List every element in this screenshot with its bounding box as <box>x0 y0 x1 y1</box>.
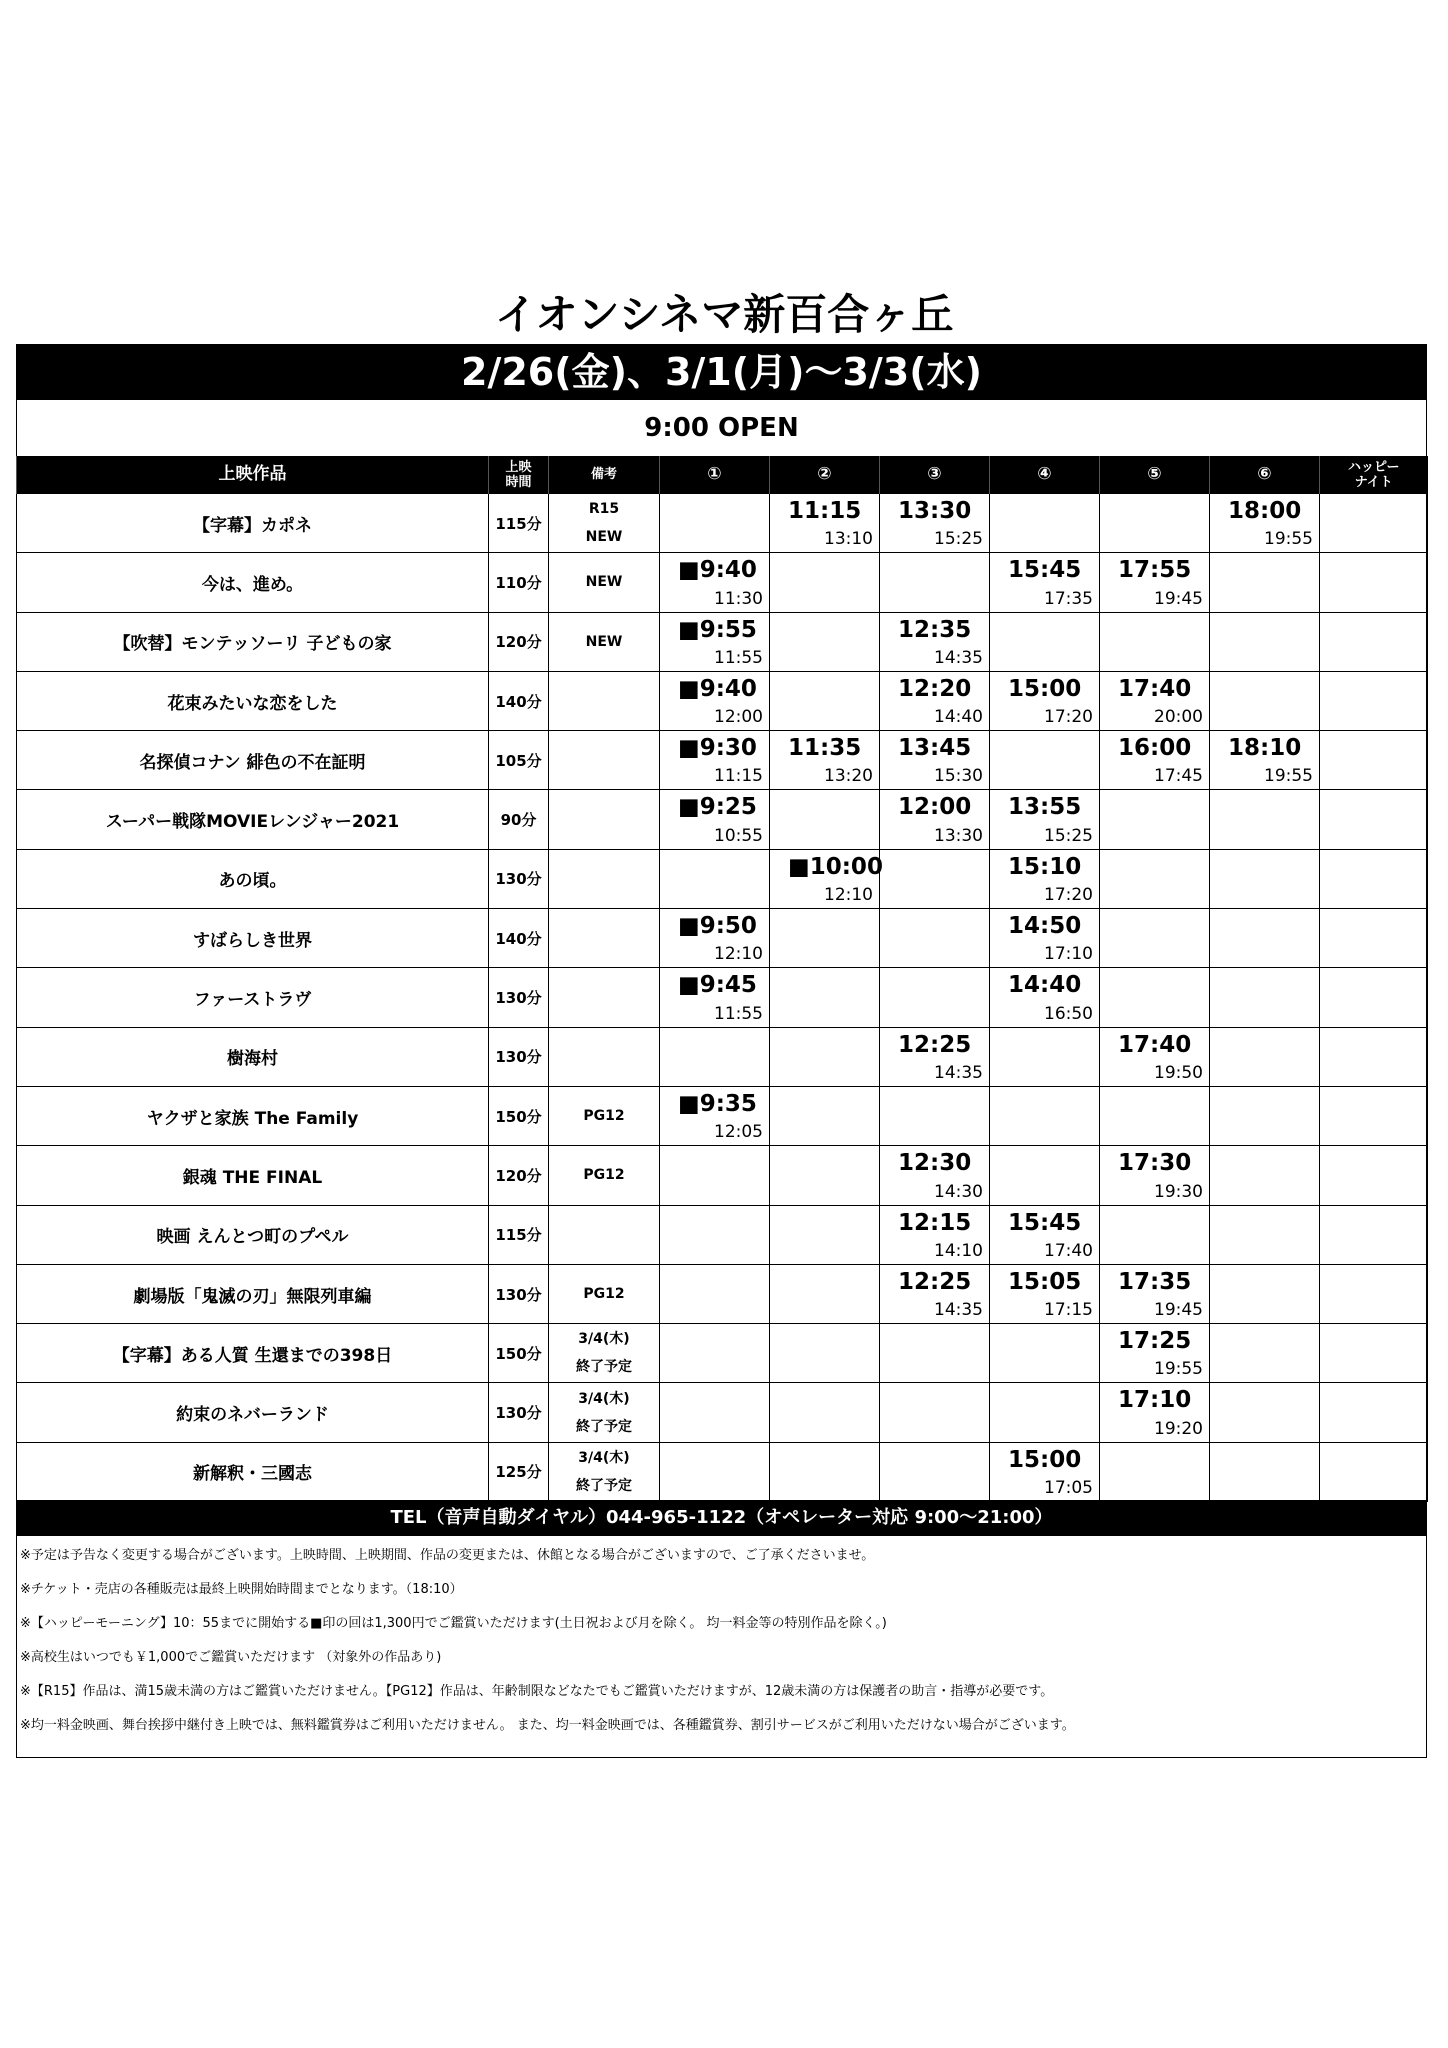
end-time: 14:30 <box>934 1181 983 1202</box>
end-time: 17:15 <box>1044 1300 1093 1321</box>
film-row <box>17 968 1428 1027</box>
showtime-cell-5 <box>1100 553 1210 612</box>
film-row <box>17 1442 1428 1501</box>
happy-night-cell <box>1320 1264 1428 1323</box>
showtime-cell-3 <box>880 612 990 671</box>
showtime-cell-2 <box>770 1086 880 1145</box>
showtime-cell-4 <box>990 1146 1100 1205</box>
film-title: 【吹替】モンテッソーリ 子どもの家 <box>17 612 489 671</box>
happy-night-cell <box>1320 612 1428 671</box>
showtime-cell-6 <box>1210 1086 1320 1145</box>
start-time: ■9:35 <box>678 1090 757 1117</box>
end-time: 12:00 <box>714 707 763 728</box>
showtime-cell-1 <box>660 553 770 612</box>
film-title: 樹海村 <box>17 1027 489 1086</box>
header-film: 上映作品 <box>17 456 489 494</box>
happy-night-cell <box>1320 790 1428 849</box>
showtime-cell-6 <box>1210 909 1320 968</box>
start-time: 12:20 <box>898 675 972 702</box>
start-time: ■9:40 <box>678 557 757 584</box>
showtime-cell-1 <box>660 1442 770 1501</box>
happy-night-cell <box>1320 909 1428 968</box>
showtime-cell-6 <box>1210 1324 1320 1383</box>
film-duration: 150分 <box>489 1086 549 1145</box>
happy-night-cell <box>1320 1442 1428 1501</box>
showtime-cell-2 <box>770 1027 880 1086</box>
film-note <box>549 790 660 849</box>
start-time: 13:30 <box>898 498 972 524</box>
showtime-cell-3 <box>880 1324 990 1383</box>
end-time: 11:30 <box>714 588 763 609</box>
showtime-cell-2 <box>770 671 880 730</box>
showtime-cell-3 <box>880 553 990 612</box>
showtime-cell-5 <box>1100 1383 1210 1442</box>
film-note: 3/4(木) 終了予定 <box>549 1324 660 1383</box>
showtime-cell-3 <box>880 494 990 553</box>
showtime-cell-5 <box>1100 612 1210 671</box>
end-time: 15:30 <box>934 766 983 787</box>
showtime-cell-3 <box>880 1383 990 1442</box>
showtime-cell-1 <box>660 731 770 790</box>
showtime-cell-3 <box>880 790 990 849</box>
film-title: 約束のネバーランド <box>17 1383 489 1442</box>
film-duration: 125分 <box>489 1442 549 1501</box>
start-time: 12:25 <box>898 1268 972 1295</box>
end-time: 13:10 <box>824 529 873 550</box>
start-time: 14:40 <box>1008 972 1082 999</box>
film-title: 【字幕】カポネ <box>17 494 489 553</box>
end-time: 17:20 <box>1044 707 1093 728</box>
header-slot-6: ⑥ <box>1210 456 1320 494</box>
start-time: 12:15 <box>898 1209 972 1236</box>
film-note <box>549 909 660 968</box>
film-duration: 130分 <box>489 968 549 1027</box>
header-slot-3: ③ <box>880 456 990 494</box>
end-time: 14:10 <box>934 1240 983 1261</box>
showtime-cell-2 <box>770 553 880 612</box>
header-slot-5: ⑤ <box>1100 456 1210 494</box>
header-happy-night: ハッピー ナイト <box>1320 456 1428 494</box>
showtime-cell-3 <box>880 1442 990 1501</box>
end-time: 10:55 <box>714 825 763 846</box>
header-slot-4: ④ <box>990 456 1100 494</box>
start-time: 17:10 <box>1118 1387 1192 1414</box>
showtime-cell-1 <box>660 1324 770 1383</box>
end-time: 17:35 <box>1044 588 1093 609</box>
start-time: 17:25 <box>1118 1328 1192 1355</box>
start-time: ■9:30 <box>678 735 757 762</box>
showtime-cell-5 <box>1100 1324 1210 1383</box>
start-time: 12:30 <box>898 1150 972 1177</box>
showtime-cell-3 <box>880 849 990 908</box>
start-time: 15:05 <box>1008 1268 1082 1295</box>
film-row <box>17 790 1428 849</box>
note-line: ※均一料金映画、舞台挨拶中継付き上映では、無料鑑賞券はご利用いただけません。 また、均一料金映画では、各種鑑賞券、割引サービスがご利用いただけない場合がございます。 <box>20 1718 1075 1733</box>
film-note: PG12 <box>549 1264 660 1323</box>
header-row <box>17 456 1428 494</box>
film-row <box>17 1383 1428 1442</box>
end-time: 17:20 <box>1044 885 1093 906</box>
film-duration: 115分 <box>489 494 549 553</box>
film-duration: 130分 <box>489 1264 549 1323</box>
showtime-cell-5 <box>1100 1086 1210 1145</box>
showtime-cell-2 <box>770 1442 880 1501</box>
film-row <box>17 849 1428 908</box>
schedule-table <box>16 456 1428 1502</box>
showtime-cell-5 <box>1100 1442 1210 1501</box>
end-time: 14:35 <box>934 1300 983 1321</box>
start-time: ■9:40 <box>678 675 757 702</box>
showtime-cell-4 <box>990 671 1100 730</box>
showtime-cell-3 <box>880 671 990 730</box>
showtime-cell-2 <box>770 1324 880 1383</box>
end-time: 11:15 <box>714 766 763 787</box>
start-time: 15:00 <box>1008 1446 1082 1473</box>
showtime-cell-1 <box>660 909 770 968</box>
showtime-cell-4 <box>990 1442 1100 1501</box>
film-title: 映画 えんとつ町のプペル <box>17 1205 489 1264</box>
showtime-cell-5 <box>1100 790 1210 849</box>
start-time: 15:45 <box>1008 557 1082 584</box>
showtime-cell-4 <box>990 1383 1100 1442</box>
showtime-cell-5 <box>1100 968 1210 1027</box>
film-row <box>17 671 1428 730</box>
film-note <box>549 968 660 1027</box>
header-slot-1: ① <box>660 456 770 494</box>
film-row <box>17 1027 1428 1086</box>
showtime-cell-1 <box>660 790 770 849</box>
film-note: 3/4(木) 終了予定 <box>549 1442 660 1501</box>
happy-night-cell <box>1320 553 1428 612</box>
start-time: ■9:45 <box>678 972 757 999</box>
showtime-cell-4 <box>990 553 1100 612</box>
start-time: 18:10 <box>1228 735 1302 762</box>
showtime-cell-5 <box>1100 849 1210 908</box>
end-time: 14:40 <box>934 707 983 728</box>
happy-night-cell <box>1320 968 1428 1027</box>
showtime-cell-1 <box>660 1146 770 1205</box>
end-time: 12:10 <box>824 885 873 906</box>
page-title: イオンシネマ新百合ヶ丘 <box>494 290 954 339</box>
showtime-cell-5 <box>1100 1146 1210 1205</box>
start-time: 17:40 <box>1118 675 1192 702</box>
showtime-cell-3 <box>880 968 990 1027</box>
start-time: 17:35 <box>1118 1268 1192 1295</box>
end-time: 19:55 <box>1264 766 1313 787</box>
end-time: 19:50 <box>1154 1062 1203 1083</box>
showtime-cell-4 <box>990 849 1100 908</box>
film-title: 名探偵コナン 緋色の不在証明 <box>17 731 489 790</box>
happy-night-cell <box>1320 731 1428 790</box>
showtime-cell-4 <box>990 1205 1100 1264</box>
film-row <box>17 494 1428 553</box>
end-time: 19:55 <box>1264 529 1313 550</box>
film-note: NEW <box>549 612 660 671</box>
start-time: 12:00 <box>898 794 972 821</box>
end-time: 19:30 <box>1154 1181 1203 1202</box>
end-time: 15:25 <box>934 529 983 550</box>
showtime-cell-6 <box>1210 1264 1320 1323</box>
showtime-cell-2 <box>770 1205 880 1264</box>
start-time: 13:45 <box>898 735 972 762</box>
note-line: ※高校生はいつでも￥1,000でご鑑賞いただけます （対象外の作品あり) <box>20 1650 442 1665</box>
header-note: 備考 <box>549 456 660 494</box>
showtime-cell-5 <box>1100 731 1210 790</box>
end-time: 13:30 <box>934 825 983 846</box>
start-time: 17:30 <box>1118 1150 1192 1177</box>
showtime-cell-2 <box>770 612 880 671</box>
showtime-cell-6 <box>1210 553 1320 612</box>
showtime-cell-2 <box>770 1383 880 1442</box>
film-row <box>17 1324 1428 1383</box>
note-line: ※予定は予告なく変更する場合がございます。上映時間、上映期間、作品の変更または、休館となる場合がございますので、ご了承くださいませ。 <box>20 1548 875 1563</box>
showtime-cell-6 <box>1210 849 1320 908</box>
film-duration: 110分 <box>489 553 549 612</box>
phone-banner: TEL（音声自動ダイヤル）044-965-1122（オペレーター対応 9:00～21:00） <box>16 1500 1427 1536</box>
showtime-cell-4 <box>990 612 1100 671</box>
showtime-cell-4 <box>990 1264 1100 1323</box>
open-time: 9:00 OPEN <box>644 413 799 443</box>
showtime-cell-3 <box>880 909 990 968</box>
showtime-cell-1 <box>660 968 770 1027</box>
happy-night-cell <box>1320 849 1428 908</box>
film-title: 今は、進め。 <box>17 553 489 612</box>
showtime-cell-2 <box>770 494 880 553</box>
end-time: 13:20 <box>824 766 873 787</box>
date-range-banner: 2/26(金)、3/1(月)～3/3(水) <box>16 344 1427 400</box>
end-time: 19:45 <box>1154 1300 1203 1321</box>
film-title: 銀魂 THE FINAL <box>17 1146 489 1205</box>
film-duration: 105分 <box>489 731 549 790</box>
start-time: ■9:25 <box>678 794 757 821</box>
showtime-cell-6 <box>1210 494 1320 553</box>
showtime-cell-3 <box>880 1264 990 1323</box>
film-duration: 140分 <box>489 909 549 968</box>
start-time: 13:55 <box>1008 794 1082 821</box>
start-time: 12:25 <box>898 1031 972 1058</box>
film-title: 【字幕】ある人質 生還までの398日 <box>17 1324 489 1383</box>
showtime-cell-4 <box>990 1027 1100 1086</box>
film-note: PG12 <box>549 1086 660 1145</box>
header-duration: 上映 時間 <box>489 456 549 494</box>
happy-night-cell <box>1320 494 1428 553</box>
film-note <box>549 731 660 790</box>
end-time: 14:35 <box>934 647 983 668</box>
film-duration: 90分 <box>489 790 549 849</box>
film-duration: 150分 <box>489 1324 549 1383</box>
end-time: 11:55 <box>714 647 763 668</box>
showtime-cell-5 <box>1100 1205 1210 1264</box>
showtime-cell-3 <box>880 1205 990 1264</box>
end-time: 15:25 <box>1044 825 1093 846</box>
film-row <box>17 1146 1428 1205</box>
showtime-cell-2 <box>770 1264 880 1323</box>
film-note: 3/4(木) 終了予定 <box>549 1383 660 1442</box>
showtime-cell-6 <box>1210 671 1320 730</box>
notes-section <box>20 1546 1420 1750</box>
film-row <box>17 553 1428 612</box>
showtime-cell-6 <box>1210 968 1320 1027</box>
showtime-cell-4 <box>990 494 1100 553</box>
happy-night-cell <box>1320 1086 1428 1145</box>
showtime-cell-1 <box>660 1383 770 1442</box>
end-time: 11:55 <box>714 1003 763 1024</box>
happy-night-cell <box>1320 1324 1428 1383</box>
film-duration: 120分 <box>489 612 549 671</box>
film-row <box>17 1264 1428 1323</box>
film-note: R15 NEW <box>549 494 660 553</box>
film-note <box>549 849 660 908</box>
start-time: ■9:55 <box>678 616 757 643</box>
showtime-cell-4 <box>990 909 1100 968</box>
start-time: 11:15 <box>788 498 862 524</box>
showtime-cell-4 <box>990 790 1100 849</box>
showtime-cell-5 <box>1100 494 1210 553</box>
end-time: 20:00 <box>1154 707 1203 728</box>
showtime-cell-1 <box>660 1027 770 1086</box>
showtime-cell-2 <box>770 731 880 790</box>
showtime-cell-6 <box>1210 1027 1320 1086</box>
end-time: 19:45 <box>1154 588 1203 609</box>
film-row <box>17 1086 1428 1145</box>
showtime-cell-2 <box>770 1146 880 1205</box>
film-duration: 120分 <box>489 1146 549 1205</box>
showtime-cell-1 <box>660 1205 770 1264</box>
start-time: 12:35 <box>898 616 972 643</box>
end-time: 19:20 <box>1154 1418 1203 1439</box>
film-title: ヤクザと家族 The Family <box>17 1086 489 1145</box>
note-line: ※【ハッピーモーニング】10：55までに開始する■印の回は1,300円でご鑑賞いただけます(土日祝および月を除く。 均一料金等の特別作品を除く。) <box>20 1616 887 1631</box>
film-duration: 140分 <box>489 671 549 730</box>
showtime-cell-2 <box>770 790 880 849</box>
film-row <box>17 612 1428 671</box>
happy-night-cell <box>1320 1205 1428 1264</box>
start-time: 14:50 <box>1008 913 1082 940</box>
end-time: 12:10 <box>714 944 763 965</box>
showtime-cell-4 <box>990 968 1100 1027</box>
film-duration: 130分 <box>489 849 549 908</box>
film-title: 新解釈・三國志 <box>17 1442 489 1501</box>
note-line: ※【R15】作品は、満15歳未満の方はご鑑賞いただけません。【PG12】作品は、年齢制限などなたでもご鑑賞いただけますが、12歳未満の方は保護者の助言・指導が必要です。 <box>20 1684 1054 1699</box>
showtime-cell-5 <box>1100 909 1210 968</box>
happy-night-cell <box>1320 1146 1428 1205</box>
showtime-cell-1 <box>660 1264 770 1323</box>
film-title: すばらしき世界 <box>17 909 489 968</box>
film-duration: 115分 <box>489 1205 549 1264</box>
start-time: 16:00 <box>1118 735 1192 762</box>
showtime-cell-1 <box>660 1086 770 1145</box>
showtime-cell-6 <box>1210 731 1320 790</box>
showtime-cell-6 <box>1210 790 1320 849</box>
start-time: 17:55 <box>1118 557 1192 584</box>
showtime-cell-2 <box>770 909 880 968</box>
showtime-cell-6 <box>1210 1205 1320 1264</box>
start-time: ■9:50 <box>678 913 757 940</box>
showtime-cell-6 <box>1210 612 1320 671</box>
showtime-cell-1 <box>660 671 770 730</box>
film-note: PG12 <box>549 1146 660 1205</box>
film-title: あの頃。 <box>17 849 489 908</box>
showtime-cell-5 <box>1100 671 1210 730</box>
showtime-cell-5 <box>1100 1264 1210 1323</box>
start-time: ■10:00 <box>788 853 883 880</box>
film-note <box>549 1205 660 1264</box>
showtime-cell-3 <box>880 731 990 790</box>
showtime-cell-6 <box>1210 1383 1320 1442</box>
showtime-cell-5 <box>1100 1027 1210 1086</box>
start-time: 17:40 <box>1118 1031 1192 1058</box>
showtime-cell-1 <box>660 849 770 908</box>
film-title: 劇場版「鬼滅の刃」無限列車編 <box>17 1264 489 1323</box>
showtime-cell-4 <box>990 1086 1100 1145</box>
showtime-cell-6 <box>1210 1442 1320 1501</box>
note-line: ※チケット・売店の各種販売は最終上映開始時間までとなります。（18:10） <box>20 1582 463 1597</box>
film-duration: 130分 <box>489 1027 549 1086</box>
end-time: 17:40 <box>1044 1240 1093 1261</box>
start-time: 15:10 <box>1008 853 1082 880</box>
showtime-cell-2 <box>770 968 880 1027</box>
happy-night-cell <box>1320 1027 1428 1086</box>
showtime-cell-1 <box>660 494 770 553</box>
showtime-cell-3 <box>880 1086 990 1145</box>
showtime-cell-6 <box>1210 1146 1320 1205</box>
end-time: 17:10 <box>1044 944 1093 965</box>
header-slot-2: ② <box>770 456 880 494</box>
showtime-cell-3 <box>880 1027 990 1086</box>
showtime-cell-4 <box>990 1324 1100 1383</box>
happy-night-cell <box>1320 671 1428 730</box>
end-time: 12:05 <box>714 1122 763 1143</box>
film-title: ファーストラヴ <box>17 968 489 1027</box>
showtime-cell-1 <box>660 612 770 671</box>
film-duration: 130分 <box>489 1383 549 1442</box>
film-row <box>17 909 1428 968</box>
end-time: 14:35 <box>934 1062 983 1083</box>
happy-night-cell <box>1320 1383 1428 1442</box>
film-title: 花束みたいな恋をした <box>17 671 489 730</box>
film-note: NEW <box>549 553 660 612</box>
end-time: 17:45 <box>1154 766 1203 787</box>
start-time: 18:00 <box>1228 498 1302 524</box>
start-time: 15:00 <box>1008 675 1082 702</box>
film-note <box>549 1027 660 1086</box>
film-row <box>17 1205 1428 1264</box>
showtime-cell-3 <box>880 1146 990 1205</box>
start-time: 11:35 <box>788 735 862 762</box>
end-time: 19:55 <box>1154 1359 1203 1380</box>
end-time: 17:05 <box>1044 1478 1093 1499</box>
film-row <box>17 731 1428 790</box>
showtime-cell-4 <box>990 731 1100 790</box>
start-time: 15:45 <box>1008 1209 1082 1236</box>
film-title: スーパー戦隊MOVIEレンジャー2021 <box>17 790 489 849</box>
end-time: 16:50 <box>1044 1003 1093 1024</box>
film-note <box>549 671 660 730</box>
showtime-cell-2 <box>770 849 883 908</box>
